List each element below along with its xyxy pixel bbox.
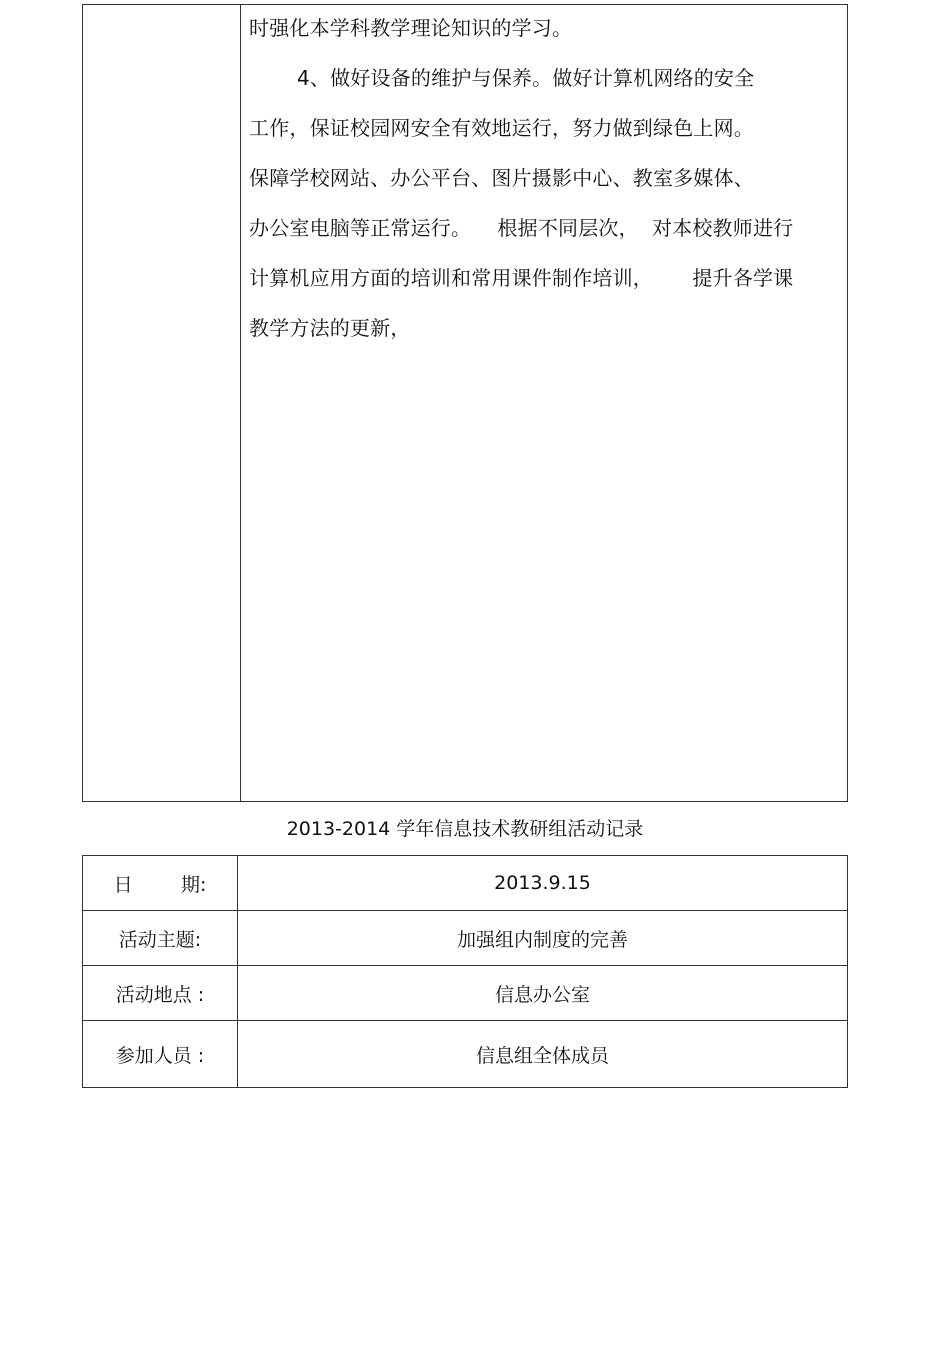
paragraph-line: 时强化本学科教学理论知识的学习。: [249, 16, 573, 40]
location-value: 信息办公室: [494, 983, 590, 1006]
date-row: [83, 856, 847, 911]
paragraph-line: 保障学校网站、办公平台、图片摄影中心、教室多媒体、: [249, 166, 754, 190]
empty-label-cell: [83, 5, 241, 801]
record-table-title: 2013-2014 学年信息技术教研组活动记录: [286, 818, 644, 840]
date-value: 2013.9.15: [494, 872, 591, 894]
plan-continuation-table: [82, 4, 848, 802]
paragraph-line: 计算机应用方面的培训和常用课件制作培训， 提升各学课: [249, 266, 794, 290]
date-label: 日 期:: [83, 856, 238, 910]
paragraph-line: 办公室电脑等正常运行。 根据不同层次， 对本校教师进行: [249, 216, 794, 240]
participants-value: 信息组全体成员: [475, 1044, 609, 1067]
participants-row: [83, 1021, 847, 1087]
topic-value: 加强组内制度的完善: [456, 928, 628, 951]
paragraph-line: 4、做好设备的维护与保养。做好计算机网络的安全: [297, 66, 755, 90]
activity-record-table: [82, 855, 848, 1088]
participants-label: 参加人员 :: [83, 1021, 238, 1087]
paragraph-line: 教学方法的更新，: [249, 316, 411, 340]
paragraph-line: 工作，保证校园网安全有效地运行，努力做到绿色上网。: [249, 116, 754, 140]
location-row: [83, 966, 847, 1021]
topic-label: 活动主题:: [83, 911, 238, 965]
topic-row: [83, 911, 847, 966]
plan-content-cell: [241, 5, 847, 801]
location-label: 活动地点 :: [83, 966, 238, 1020]
